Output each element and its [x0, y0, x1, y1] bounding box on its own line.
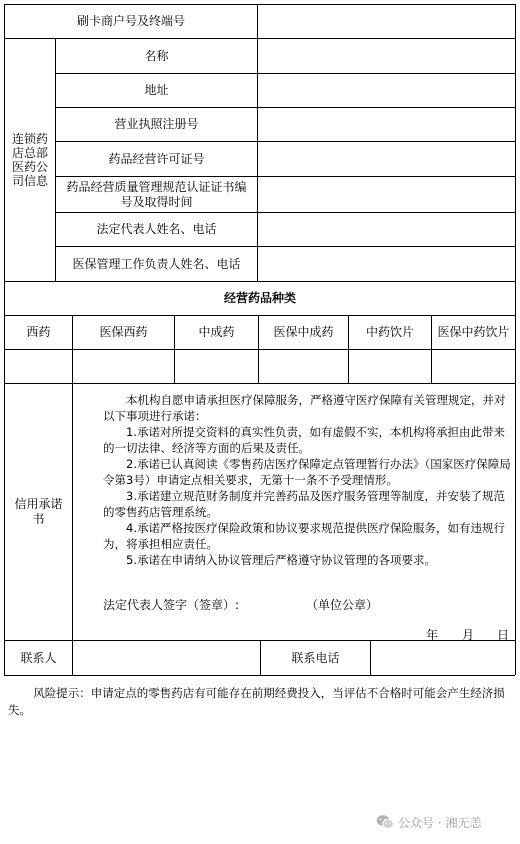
hq-title-line: 司信息 [11, 174, 48, 188]
seal-label: （单位公章） [306, 598, 379, 612]
watermark-text: 公众号 · 湘无恙 [398, 815, 482, 830]
drug-checkbox-cell[interactable] [5, 350, 72, 383]
credit-pledge-label-line: 信用承诺 [14, 497, 63, 511]
hq-name-label: 名称 [144, 48, 169, 63]
hq-title-line: 医药公 [11, 160, 48, 174]
col-divider [72, 383, 73, 675]
hq-gsp-cert-label-line: 药品经营质量管理规范认证证书编 [66, 179, 247, 194]
date-year: 年 [426, 628, 439, 642]
merchant-value[interactable] [258, 5, 515, 38]
hq-insurance-manager-value[interactable] [258, 247, 515, 281]
hq-license-label: 营业执照注册号 [114, 117, 199, 131]
phone-value[interactable] [371, 641, 515, 675]
hq-license-value[interactable] [258, 108, 515, 141]
drug-checkbox-cell[interactable] [73, 350, 174, 383]
pledge-body [103, 392, 511, 424]
row-divider [4, 383, 515, 384]
table-border-right [515, 4, 516, 675]
wechat-icon [376, 814, 394, 830]
hq-drug-permit-label: 药品经营许可证号 [108, 151, 205, 166]
drug-col-header: 中药饮片 [365, 325, 414, 339]
table-border-bottom [4, 675, 515, 676]
hq-address-label: 地址 [144, 83, 169, 97]
hq-legal-rep-label: 法定代表人姓名、电话 [96, 222, 217, 236]
pledge-item: 5.承诺在申请纳入协议管理后严格遵守协议管理的各项要求。 [126, 553, 436, 567]
hq-name-value[interactable] [258, 39, 515, 73]
hq-gsp-cert-value[interactable] [258, 177, 515, 212]
hq-insurance-manager-label: 医保管理工作负责人姓名、电话 [72, 256, 241, 271]
phone-label: 联系电话 [291, 650, 340, 665]
hq-title-line: 店总部 [11, 146, 48, 160]
hq-gsp-cert-label-line: 号及取得时间 [120, 194, 193, 209]
signature-label: 法定代表人签字（签章）: [103, 598, 240, 612]
drug-checkbox-cell[interactable] [175, 350, 258, 383]
hq-legal-rep-value[interactable] [258, 213, 515, 246]
pledge-item: 1.承诺对所提交资料的真实性负责，如有虚假不实，本机构将承担由此带来的一切法律、经济等方面的后果及责任。 [103, 425, 505, 455]
date-day: 日 [497, 628, 510, 642]
pledge-item: 3.承诺建立规范财务制度并完善药品及医疗服务管理等制度，并安装了规范的零售药店管理系统。 [103, 489, 505, 519]
credit-pledge-label-line: 书 [32, 512, 45, 526]
drug-checkbox-cell[interactable] [349, 350, 431, 383]
contact-label: 联系人 [20, 650, 57, 665]
drug-col-header: 中成药 [198, 325, 235, 339]
drug-col-header: 医保中药饮片 [437, 325, 510, 339]
hq-gsp-cert-label [56, 177, 257, 212]
contact-value[interactable] [73, 641, 260, 675]
risk-notice: 风险提示：申请定点的零售药店有可能存在前期经费投入，当评估不合格时可能会产生经济损失。 [8, 686, 505, 717]
drug-categories-title: 经营药品种类 [223, 291, 296, 305]
merchant-label: 刷卡商户号及终端号 [76, 14, 185, 28]
pledge-intro: 本机构自愿申请承担医疗保障服务，严格遵守医疗保障有关管理规定，并对以下事项进行承诺： [103, 393, 506, 423]
hq-drug-permit-value[interactable] [258, 142, 515, 176]
drug-col-header: 医保中成药 [273, 325, 334, 339]
pledge-item: 4.承诺严格按医疗保险政策和协议要求规范提供医疗保险服务，如有违规行为，将承担相应责任。 [103, 521, 505, 551]
drug-col-header: 西药 [26, 325, 51, 339]
drug-checkbox-cell[interactable] [259, 350, 348, 383]
hq-address-value[interactable] [258, 74, 515, 107]
drug-col-header: 医保西药 [99, 325, 148, 339]
hq-section-title [5, 39, 55, 281]
credit-pledge-label [5, 384, 72, 640]
hq-title-line: 连锁药 [11, 132, 48, 146]
drug-checkbox-cell[interactable] [432, 350, 515, 383]
date-month: 月 [462, 628, 475, 642]
pledge-item: 2.承诺已认真阅读《零售药店医疗保障定点管理暂行办法》（国家医疗保障局令第3号）申请定点相关要求，无第十一条不予受理情形。 [103, 457, 511, 487]
pledge-items [103, 424, 511, 568]
watermark [376, 812, 481, 832]
